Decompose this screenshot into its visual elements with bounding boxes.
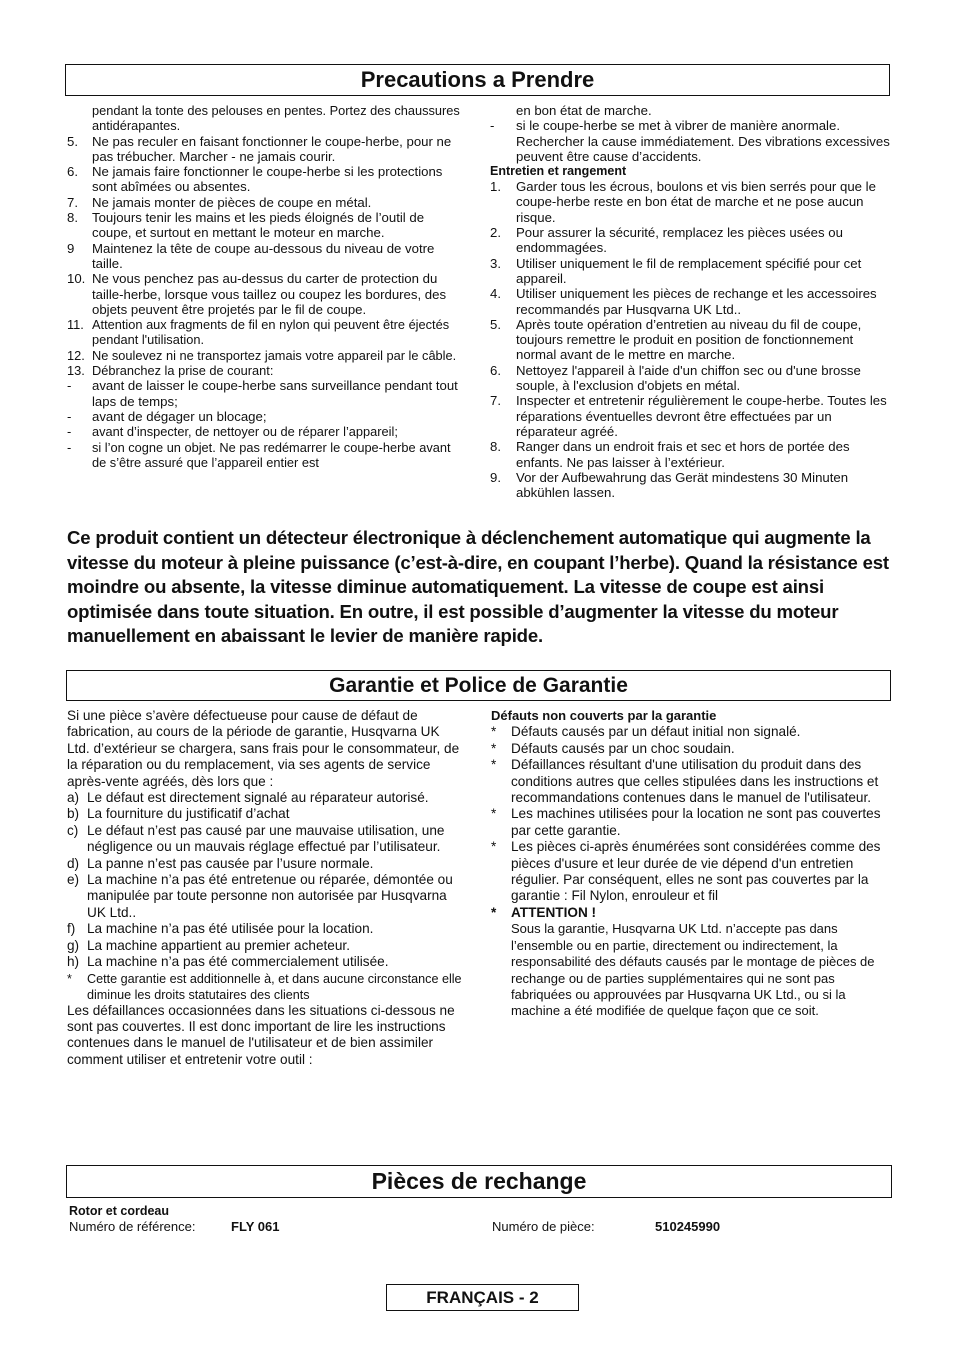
precaution-item (67, 440, 462, 471)
maintenance-item (490, 470, 890, 501)
warranty-condition (67, 790, 464, 806)
warranty-condition-marker: a) (67, 790, 80, 806)
warranty-condition-text: La machine appartient au premier acheteur. (87, 937, 350, 953)
precautions-title: Precautions a Prendre (65, 64, 890, 96)
not-covered-item-marker: * (491, 740, 497, 756)
precaution-item (67, 424, 462, 439)
precaution-item (67, 271, 462, 317)
attention-label: ATTENTION ! (511, 904, 597, 920)
maintenance-item-marker: 1. (490, 179, 501, 195)
maintenance-item-marker: 3. (490, 255, 501, 271)
warranty-condition-text: Le défaut est directement signalé au réparateur autorisé. (87, 790, 429, 806)
precaution-item-marker: 10. (67, 271, 86, 287)
warranty-condition (67, 938, 464, 954)
warranty-condition-marker: c) (67, 822, 79, 838)
maintenance-item (490, 225, 890, 256)
precaution-item-marker: - (67, 424, 72, 440)
precaution-item (490, 103, 890, 118)
parts-number-label: Numéro de pièce: (492, 1219, 595, 1234)
precaution-item-marker: 6. (67, 164, 78, 180)
maintenance-item-text: Ranger dans un endroit frais et sec et hors de portée des enfants. Ne pas laisser à l’extérieur. (516, 439, 850, 470)
not-covered-item-text: Défaillances résultant d'une utilisation du produit dans des conditions autres que celles stipulées dans les instructions et recommandations contenues dans le manuel de l'utilisateur. (511, 757, 879, 806)
warranty-condition (67, 971, 464, 1003)
maintenance-item-text: Utiliser uniquement le fil de remplacement spécifié pour cet appareil. (516, 255, 862, 286)
precaution-item-text: pendant la tonte des pelouses en pentes. Portez des chaussures antidérapantes. (92, 103, 460, 134)
precaution-item (67, 241, 462, 272)
maintenance-list (490, 179, 890, 500)
not-covered-item-text: Défauts causés par un choc soudain. (511, 740, 735, 756)
attention-mark: * (491, 904, 497, 920)
warranty-condition-text: La machine n’a pas été utilisée pour la location. (87, 921, 374, 937)
precaution-item (67, 134, 462, 165)
warranty-condition-marker: g) (67, 937, 80, 953)
warranty-condition-marker: f) (67, 921, 76, 937)
maintenance-item (490, 179, 890, 225)
maintenance-item (490, 256, 890, 287)
precaution-item-text: Ne soulevez ni ne transportez jamais votre appareil par le câble. (92, 347, 457, 363)
warranty-title: Garantie et Police de Garantie (66, 670, 891, 701)
maintenance-item-marker: 9. (490, 469, 501, 485)
precaution-item-marker: - (67, 408, 72, 424)
maintenance-item-text: Pour assurer la sécurité, remplacez les pièces usées ou endommagées. (516, 225, 843, 256)
warranty-condition-marker: * (67, 971, 72, 986)
maintenance-item-text: Inspecter et entretenir régulièrement le coupe-herbe. Toutes les réparations éventuelles devront être effectuées par un réparateur agréé. (516, 393, 887, 439)
maintenance-item-text: Vor der Aufbewahrung das Gerät mindestens 30 Minuten abkühlen lassen. (516, 469, 849, 501)
maintenance-item-text: Utiliser uniquement les pièces de rechange et les accessoires recommandés par Husqvarna UK Ltd.. (516, 286, 877, 317)
precaution-item (67, 409, 462, 424)
precaution-item (67, 103, 462, 134)
not-covered-item (491, 839, 891, 905)
precaution-item-marker: 7. (67, 194, 78, 210)
maintenance-item-marker: 8. (490, 439, 501, 455)
warranty-condition-marker: h) (67, 954, 80, 970)
attention-block (491, 905, 891, 1020)
precaution-item-text: Ne jamais monter de pièces de coupe en métal. (92, 194, 372, 210)
warranty-conditions-list (67, 790, 464, 1002)
warranty-condition-marker: b) (67, 806, 80, 822)
precaution-item (67, 195, 462, 210)
parts-reference-label: Numéro de référence: (69, 1219, 196, 1234)
maintenance-item (490, 439, 890, 470)
maintenance-item (490, 363, 890, 394)
warranty-condition-marker: e) (67, 872, 80, 888)
maintenance-item-text: Garder tous les écrous, boulons et vis bien serrés pour que le coupe-herbe reste en bon état de marche et ne pose aucun risque. (516, 179, 876, 225)
not-covered-item (491, 806, 891, 839)
precaution-item-text: avant de laisser le coupe-herbe sans surveillance pendant tout laps de temps; (92, 378, 458, 409)
precaution-item-text: Attention aux fragments de fil en nylon qui peuvent être éjectés pendant l'utilisation. (92, 317, 450, 348)
precaution-item (67, 210, 462, 241)
not-covered-item-marker: * (491, 806, 497, 822)
maintenance-item-marker: 5. (490, 316, 501, 332)
warranty-right-column (491, 708, 891, 1020)
precaution-item (67, 164, 462, 195)
not-covered-item (491, 741, 891, 757)
warranty-condition-marker: d) (67, 855, 80, 871)
warranty-condition-text: La machine n’a pas été commercialement utilisée. (87, 954, 389, 970)
parts-title: Pièces de rechange (66, 1165, 892, 1198)
electronic-detector-notice: Ce produit contient un détecteur électronique à déclenchement automatique qui augmente la vitesse du moteur à pleine puissance (c’est-à-dire, en coupant l’herbe). Quand la résistance est moindre ou absente, la vitesse diminue automatiquement. La vitesse de coupe est ainsi optimisée dans toute situation. En outre, il est possible d’augmenter la vitesse du moteur manuellement en abaissant le levier de manière rapide. (67, 527, 889, 646)
maintenance-item-marker: 2. (490, 225, 501, 241)
precaution-item-marker: - (67, 439, 72, 455)
precaution-item-text: Ne pas reculer en faisant fonctionner le coupe-herbe, pour ne pas trébucher. Marcher - ne jamais courir. (92, 133, 452, 164)
maintenance-heading: Entretien et rangement (490, 164, 627, 179)
precaution-item-marker: 11. (67, 317, 84, 333)
not-covered-item (491, 757, 891, 806)
parts-item-heading: Rotor et cordeau (69, 1204, 170, 1218)
warranty-condition (67, 872, 464, 921)
warranty-condition (67, 856, 464, 872)
not-covered-item-text: Les pièces ci-après énumérées sont considérées comme des pièces d'usure et leur durée de vie dépend d'un entretien régulier. Par conséquent, elles ne sont pas couvertes par la garantie : Fil Nylon, enrouleur et fil (511, 839, 881, 904)
precautions-left-column (67, 103, 462, 470)
not-covered-item-marker: * (491, 839, 497, 855)
not-covered-item-text: Défauts causés par un défaut initial non signalé. (511, 724, 801, 740)
precaution-item-marker: 13. (67, 363, 85, 379)
precaution-item-marker: 12. (67, 347, 85, 363)
precaution-item (490, 118, 890, 164)
maintenance-item-text: Après toute opération d’entretien au niveau du fil de coupe, toujours remettre le produit en position de fonctionnement normal avant de le mettre en marche. (516, 316, 862, 363)
precaution-item-marker: 9 (67, 240, 75, 256)
precaution-item (67, 348, 462, 363)
precaution-item-text: avant d’inspecter, de nettoyer ou de réparer l’appareil; (92, 424, 398, 440)
maintenance-item-marker: 6. (490, 362, 501, 378)
parts-reference-value: FLY 061 (231, 1219, 280, 1234)
maintenance-item-marker: 7. (490, 393, 501, 409)
precaution-item-text: Ne jamais faire fonctionner le coupe-herbe si les protections sont abîmées ou absentes. (92, 164, 443, 195)
not-covered-list (491, 724, 891, 904)
precaution-item-text: en bon état de marche. (516, 103, 652, 118)
precautions-right-column (490, 103, 890, 500)
warranty-condition (67, 823, 464, 856)
warranty-left-column (67, 708, 464, 1068)
warranty-condition (67, 806, 464, 822)
page-footer-label: FRANÇAIS - 2 (386, 1284, 579, 1311)
not-covered-item (491, 724, 891, 740)
precaution-item-text: avant de dégager un blocage; (92, 408, 267, 424)
precaution-item (67, 363, 462, 378)
maintenance-item-text: Nettoyez l'appareil à l'aide d'un chiffon sec ou d'une brosse souple, à l'exclusion d'objets en métal. (516, 362, 861, 394)
warranty-condition-text: La machine n’a pas été entretenue ou réparée, démontée ou manipulée par toute personne non autorisée par Husqvarna UK Ltd.. (87, 872, 453, 920)
warranty-condition-text: La fourniture du justificatif d’achat (87, 806, 290, 822)
warranty-condition-text: La panne n’est pas causée par l’usure normale. (87, 855, 374, 871)
attention-text: Sous la garantie, Husqvarna UK Ltd. n’accepte pas dans l’ensemble ou en partie, directement ou indirectement, la responsabilité des défauts causés par le montage de pièces de rechange ou de parties supplémentaires qui ne sont pas fabriquées ou approuvées par Husqvarna UK Ltd., ou si la machine a été modifiée de quelque façon que ce soit. (511, 921, 875, 1019)
warranty-condition-text: Cette garantie est additionnelle à, et dans aucune circonstance elle diminue les droits statutaires des clients (87, 971, 462, 1002)
maintenance-item (490, 393, 890, 439)
warranty-condition (67, 921, 464, 937)
maintenance-item (490, 317, 890, 363)
precautions-right-list (490, 103, 890, 164)
precaution-item-text: si l’on cogne un objet. Ne pas redémarrer le coupe-herbe avant de s’être assuré que l’appareil entier est (92, 439, 451, 470)
warranty-intro: Si une pièce s’avère défectueuse pour cause de défaut de fabrication, au cours de la période de garantie, Husqvarna UK Ltd. d’extérieur se chargera, sans frais pour le consommateur, de la réparation ou du remplacement, via ses agents de service après-vente agréés, dès lors que : (67, 708, 460, 789)
not-covered-item-text: Les machines utilisées pour la location ne sont pas couvertes par cette garantie. (511, 806, 881, 838)
precaution-item-marker: 5. (67, 133, 78, 149)
precaution-item-marker: - (67, 378, 72, 394)
parts-number-value: 510245990 (655, 1219, 721, 1234)
precaution-item-marker: - (490, 118, 495, 134)
precaution-item-text: Toujours tenir les mains et les pieds éloignés de l’outil de coupe, et surtout en mettant le moteur en marche. (92, 210, 425, 241)
precaution-item (67, 317, 462, 348)
not-covered-heading: Défauts non couverts par la garantie (491, 708, 717, 723)
warranty-condition (67, 954, 464, 970)
precaution-item-text: Ne vous penchez pas au-dessus du carter de protection du taille-herbe, lorsque vous taillez ou coupez les bordures, des objets peuvent être projetés par le fil de coupe. (92, 271, 447, 317)
precaution-item (67, 378, 462, 409)
precaution-item-text: Débranchez la prise de courant: (92, 363, 274, 379)
maintenance-item-marker: 4. (490, 286, 501, 302)
not-covered-item-marker: * (491, 724, 497, 740)
not-covered-item-marker: * (491, 757, 497, 773)
precaution-item-text: si le coupe-herbe se met à vibrer de manière anormale. Rechercher la cause immédiatement. Des vibrations excessives peuvent être cause d’accidents. (516, 118, 890, 164)
warranty-outro: Les défaillances occasionnées dans les situations ci-dessous ne sont pas couvertes. Il est donc important de lire les instructions contenues dans le manuel de l'utilisateur et de bien assimiler comment utiliser et entretenir votre outil : (67, 1002, 455, 1067)
precaution-item-text: Maintenez la tête de coupe au-dessous du niveau de votre taille. (92, 240, 435, 271)
maintenance-item (490, 286, 890, 317)
warranty-condition-text: Le défaut n’est pas causé par une mauvaise utilisation, une négligence ou un mauvais réglage effectué par l’utilisateur. (87, 822, 445, 855)
precaution-item-marker: 8. (67, 210, 78, 226)
